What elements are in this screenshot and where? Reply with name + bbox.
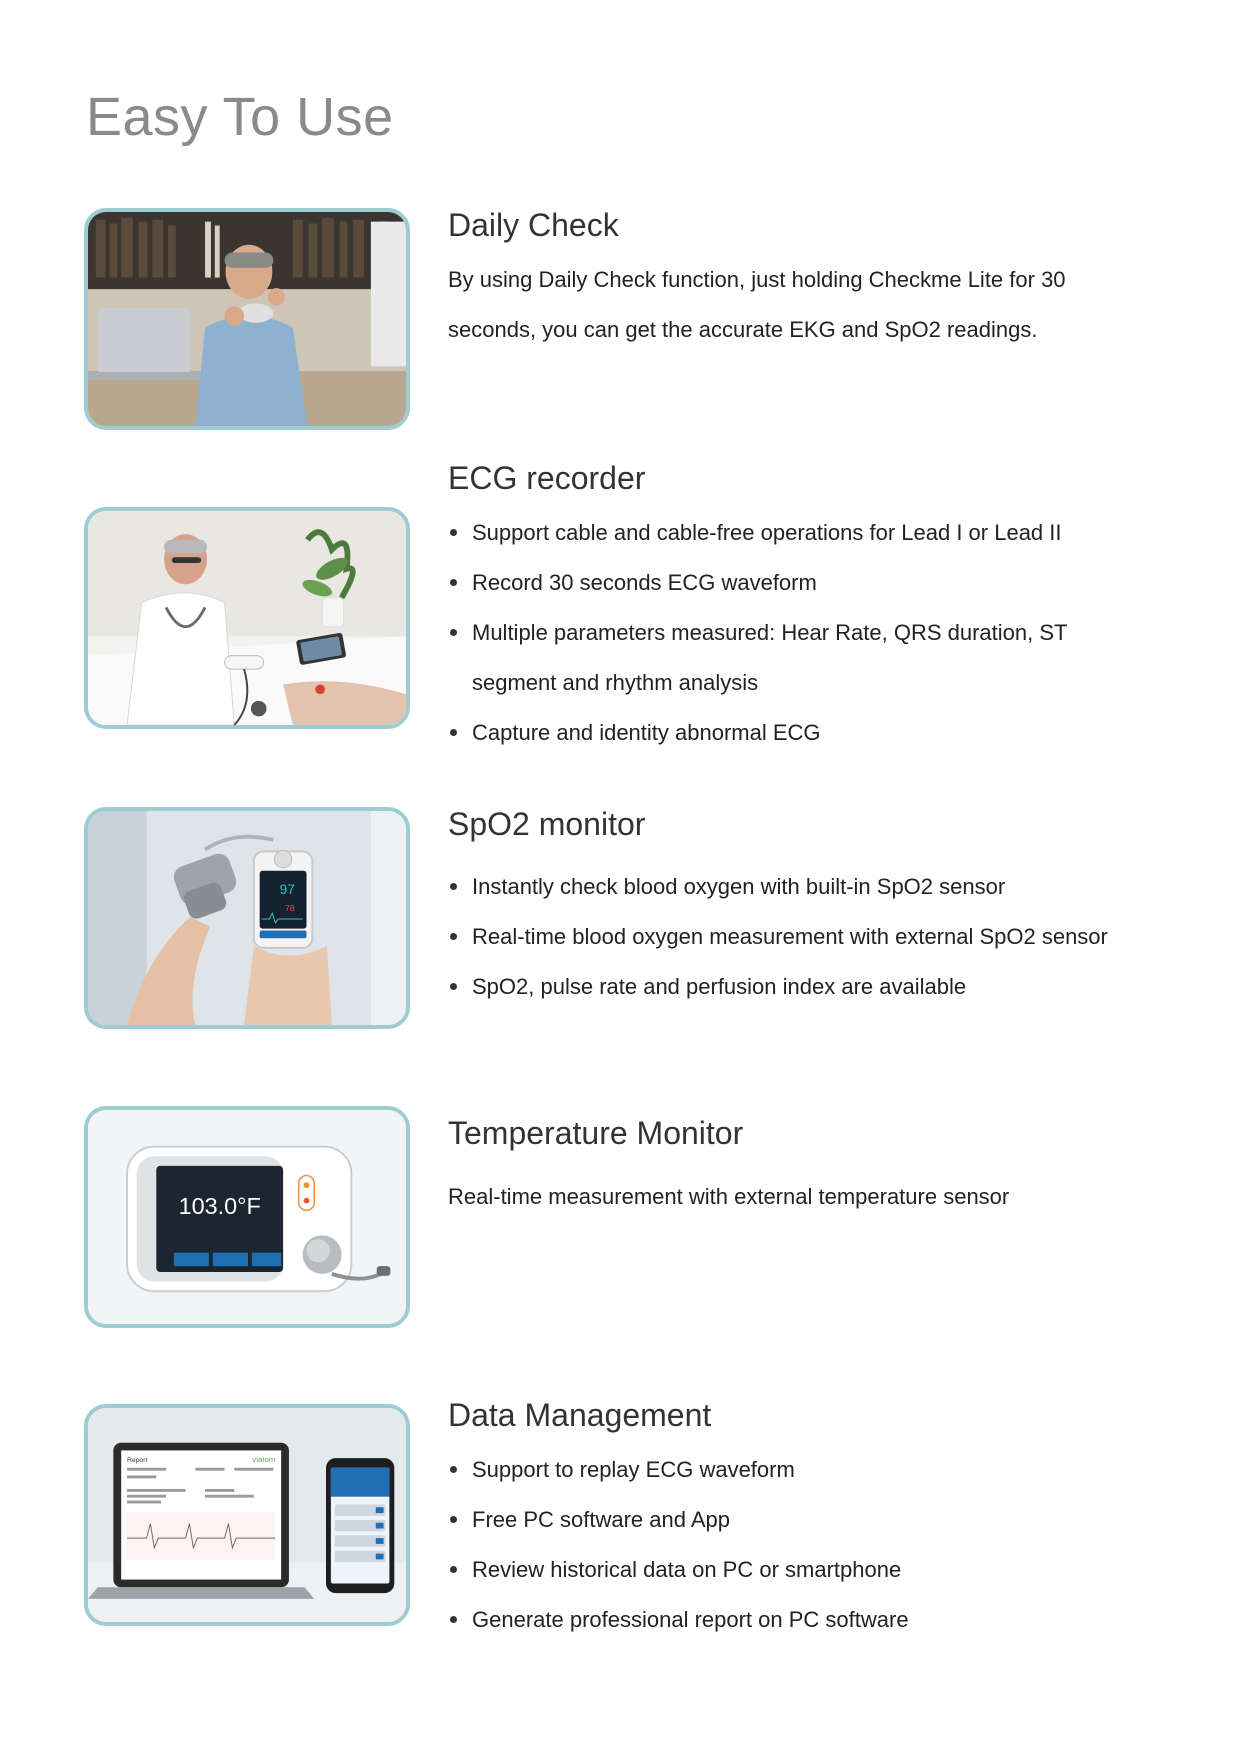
list-item: SpO2, pulse rate and perfusion index are available [448, 962, 1148, 1012]
list-item: Review historical data on PC or smartphone [448, 1545, 1148, 1595]
list-item: Multiple parameters measured: Hear Rate, QRS duration, ST segment and rhythm analysis [448, 608, 1148, 708]
list-item: Record 30 seconds ECG waveform [448, 558, 1148, 608]
list-item: Free PC software and App [448, 1495, 1148, 1545]
ecg-recorder-bullets [448, 508, 1148, 758]
spo2-monitor-photo [84, 807, 410, 1029]
temperature-reading: 103.0°F [178, 1193, 261, 1220]
list-item: Support to replay ECG waveform [448, 1445, 1148, 1495]
data-management-bullets [448, 1445, 1148, 1645]
daily-check-description: By using Daily Check function, just holding Checkme Lite for 30 seconds, you can get the accurate EKG and SpO2 readings. [448, 267, 1066, 342]
temperature-monitor-photo [84, 1106, 410, 1328]
pulse-rate-reading: 78 [285, 903, 295, 914]
temperature-monitor-description: Real-time measurement with external temperature sensor [448, 1184, 1010, 1209]
data-management-photo [84, 1404, 410, 1626]
list-item: Capture and identity abnormal ECG [448, 708, 1148, 758]
temperature-monitor-title: Temperature Monitor [448, 1115, 744, 1151]
spo2-reading: 97 [279, 881, 295, 897]
brand-label: viatom [252, 1455, 276, 1464]
spo2-monitor-title: SpO2 monitor [448, 806, 646, 842]
spo2-monitor-bullets [448, 862, 1148, 1012]
list-item: Instantly check blood oxygen with built-in SpO2 sensor [448, 862, 1148, 912]
list-item: Support cable and cable-free operations for Lead I or Lead II [448, 508, 1148, 558]
daily-check-title: Daily Check [448, 207, 619, 243]
page-title: Easy To Use [86, 87, 394, 147]
list-item: Generate professional report on PC software [448, 1595, 1148, 1645]
ecg-recorder-photo [84, 507, 410, 729]
report-label: Report [127, 1457, 148, 1464]
list-item: Real-time blood oxygen measurement with external SpO2 sensor [448, 912, 1148, 962]
daily-check-photo [84, 208, 410, 430]
data-management-title: Data Management [448, 1397, 712, 1433]
ecg-recorder-title: ECG recorder [448, 460, 646, 496]
